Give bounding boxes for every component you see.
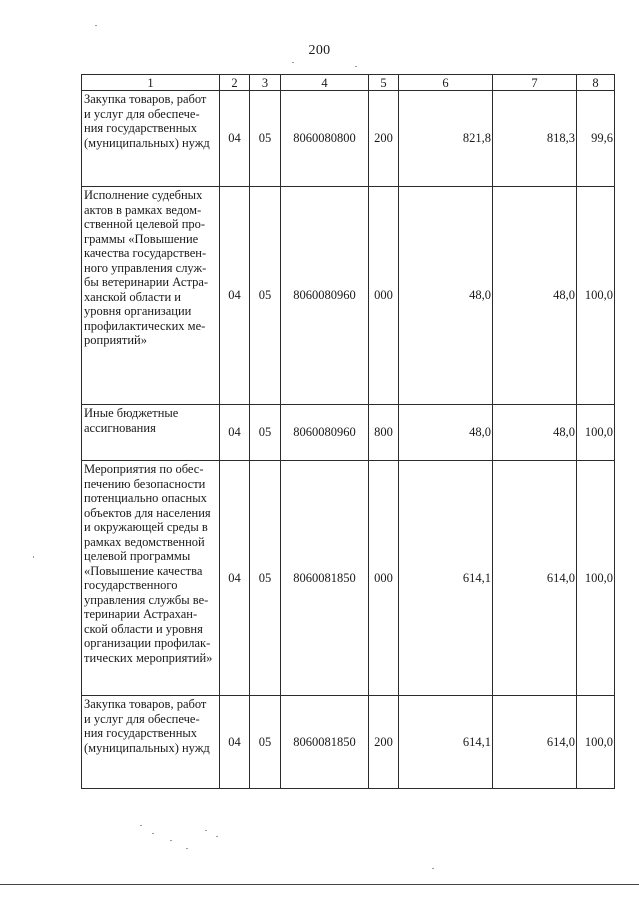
planned-amount: 821,8 bbox=[399, 91, 493, 187]
description-line: Закупка товаров, работ bbox=[84, 697, 207, 711]
table-row bbox=[82, 91, 615, 187]
column-header: 1 bbox=[82, 75, 220, 91]
description-line: потенциально опасных bbox=[84, 491, 207, 505]
column-header: 4 bbox=[281, 75, 369, 91]
expense-type-code: 800 bbox=[369, 405, 399, 461]
expense-type-code: 200 bbox=[369, 696, 399, 789]
scan-speck bbox=[33, 556, 34, 558]
section-code: 04 bbox=[220, 187, 250, 405]
row-description bbox=[82, 405, 220, 461]
description-line: печению безопасности bbox=[84, 476, 206, 491]
description-line: Исполнение судебных bbox=[84, 188, 203, 202]
target-article-code: 8060080800 bbox=[281, 91, 369, 187]
actual-amount: 614,0 bbox=[493, 696, 577, 789]
actual-amount: 48,0 bbox=[493, 405, 577, 461]
target-article-code: 8060081850 bbox=[281, 696, 369, 789]
column-header: 5 bbox=[369, 75, 399, 91]
row-description bbox=[82, 696, 220, 789]
description-line: роприятий» bbox=[84, 333, 147, 347]
planned-amount: 48,0 bbox=[399, 187, 493, 405]
description-line: рамках ведомственной bbox=[84, 534, 205, 549]
section-code: 04 bbox=[220, 405, 250, 461]
planned-amount: 614,1 bbox=[399, 696, 493, 789]
subsection-code: 05 bbox=[250, 405, 281, 461]
column-header: 2 bbox=[220, 75, 250, 91]
description-line: (муниципальных) нужд bbox=[84, 135, 210, 150]
bottom-border-line bbox=[0, 884, 639, 885]
description-line: граммы «Повышение bbox=[84, 231, 199, 246]
target-article-code: 8060080960 bbox=[281, 405, 369, 461]
expense-type-code: 200 bbox=[369, 91, 399, 187]
subsection-code: 05 bbox=[250, 696, 281, 789]
scan-speck bbox=[140, 825, 142, 826]
execution-percent: 99,6 bbox=[577, 91, 615, 187]
subsection-code: 05 bbox=[250, 187, 281, 405]
target-article-code: 8060080960 bbox=[281, 187, 369, 405]
execution-percent: 100,0 bbox=[577, 187, 615, 405]
scan-speck bbox=[152, 833, 154, 834]
row-description bbox=[82, 91, 220, 187]
budget-table bbox=[81, 74, 615, 789]
actual-amount: 614,0 bbox=[493, 461, 577, 696]
scan-speck bbox=[186, 848, 188, 849]
description-line: целевой программы bbox=[84, 549, 191, 563]
column-header: 3 bbox=[250, 75, 281, 91]
description-line: ственной целевой про- bbox=[84, 217, 206, 231]
description-line: тических мероприятий» bbox=[84, 650, 213, 665]
column-header: 6 bbox=[399, 75, 493, 91]
table-row bbox=[82, 461, 615, 696]
subsection-code: 05 bbox=[250, 91, 281, 187]
execution-percent: 100,0 bbox=[577, 405, 615, 461]
execution-percent: 100,0 bbox=[577, 461, 615, 696]
description-line: ния государственных bbox=[84, 121, 198, 135]
scan-speck bbox=[95, 25, 97, 26]
expense-type-code: 000 bbox=[369, 187, 399, 405]
description-line: объектов для населения bbox=[84, 505, 211, 520]
description-line: Мероприятия по обес- bbox=[84, 462, 204, 476]
description-line: бы ветеринарии Астра- bbox=[84, 275, 209, 289]
table-header-row bbox=[82, 75, 615, 91]
actual-amount: 818,3 bbox=[493, 91, 577, 187]
description-line: управления службы ве- bbox=[84, 592, 209, 607]
section-code: 04 bbox=[220, 91, 250, 187]
expense-type-code: 000 bbox=[369, 461, 399, 696]
scan-speck bbox=[216, 836, 218, 837]
section-code: 04 bbox=[220, 696, 250, 789]
description-line: профилактических ме- bbox=[84, 318, 206, 333]
page-number: 200 bbox=[308, 43, 331, 58]
section-code: 04 bbox=[220, 461, 250, 696]
description-line: государственного bbox=[84, 578, 178, 592]
description-line: ской области и уровня bbox=[84, 621, 203, 636]
description-line: Иные бюджетные bbox=[84, 406, 179, 420]
description-line: (муниципальных) нужд bbox=[84, 740, 210, 755]
table-row bbox=[82, 187, 615, 405]
description-line: актов в рамках ведом- bbox=[84, 202, 202, 217]
description-line: и услуг для обеспече- bbox=[84, 711, 200, 726]
column-header: 7 bbox=[493, 75, 577, 91]
description-line: организации профилак- bbox=[84, 636, 211, 650]
description-line: уровня организации bbox=[84, 304, 192, 318]
description-line: ния государственных bbox=[84, 726, 198, 740]
planned-amount: 614,1 bbox=[399, 461, 493, 696]
description-line: ного управления служ- bbox=[84, 260, 207, 275]
description-line: «Повышение качества bbox=[84, 563, 203, 578]
column-header: 8 bbox=[577, 75, 615, 91]
scan-speck bbox=[205, 830, 207, 831]
description-line: ассигнования bbox=[84, 420, 156, 435]
table-row bbox=[82, 405, 615, 461]
scan-speck bbox=[355, 66, 357, 67]
planned-amount: 48,0 bbox=[399, 405, 493, 461]
description-line: теринарии Астрахан- bbox=[84, 607, 198, 621]
description-line: ханской области и bbox=[84, 289, 181, 304]
target-article-code: 8060081850 bbox=[281, 461, 369, 696]
execution-percent: 100,0 bbox=[577, 696, 615, 789]
table-row bbox=[82, 696, 615, 789]
description-line: и услуг для обеспече- bbox=[84, 106, 200, 121]
row-description bbox=[82, 187, 220, 405]
scan-speck bbox=[292, 62, 294, 63]
scan-speck bbox=[432, 868, 434, 869]
actual-amount: 48,0 bbox=[493, 187, 577, 405]
row-description bbox=[82, 461, 220, 696]
subsection-code: 05 bbox=[250, 461, 281, 696]
description-line: и окружающей среды в bbox=[84, 520, 208, 534]
description-line: качества государствен- bbox=[84, 246, 207, 260]
description-line: Закупка товаров, работ bbox=[84, 92, 207, 106]
scan-speck bbox=[170, 840, 172, 841]
